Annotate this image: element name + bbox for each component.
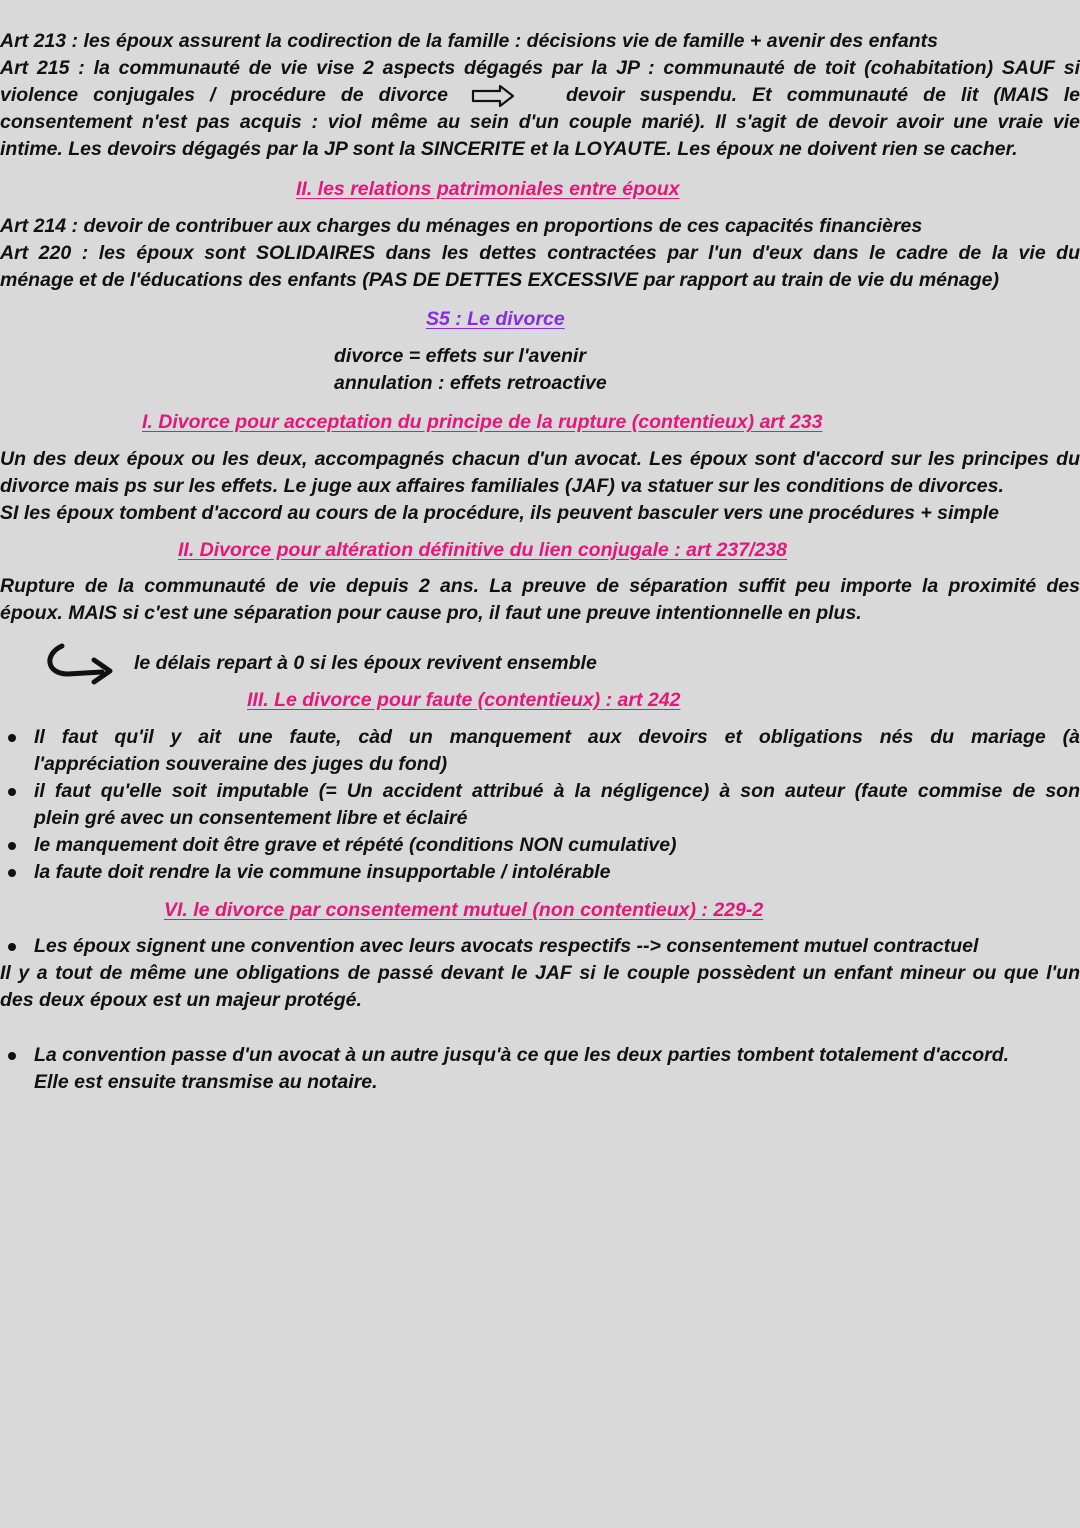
section4-bullet-1: Les époux signent une convention avec leurs avocats respectifs --> consentement mutuel contractuel	[34, 935, 979, 957]
section3-bullet-2-line-2: plein gré avec un consentement libre et éclairé	[34, 807, 468, 829]
section1-line-3: SI les époux tombent d'accord au cours de la procédure, ils peuvent basculer vers une procédures + simple	[0, 502, 999, 524]
section1-line-1: Un des deux époux ou les deux, accompagnés chacun d'un avocat. Les époux sont d'accord sur les principes du	[0, 448, 1080, 470]
art214-line: Art 214 : devoir de contribuer aux charges du ménages en proportions de ces capacités financières	[0, 215, 923, 237]
section3-bullet-1-line-2: l'appréciation souveraine des juges du fond)	[34, 753, 448, 775]
art215-line-1: Art 215 : la communauté de vie vise 2 aspects dégagés par la JP : communauté de toit (cohabitation) SAUF si	[0, 57, 1080, 79]
art215-line-4: intime. Les devoirs dégagés par la JP sont la SINCERITE et la LOYAUTE. Les époux ne doivent rien se cacher.	[0, 138, 1018, 160]
bullet-icon	[8, 1052, 16, 1060]
section3-bullet-3: le manquement doit être grave et répété (conditions NON cumulative)	[34, 834, 677, 856]
art215-line-2b: devoir suspendu. Et communauté de lit (MAIS le	[566, 84, 1080, 106]
bullet-icon	[8, 943, 16, 951]
document-page: Art 213 : les époux assurent la codirection de la famille : décisions vie de famille + avenir des enfants Art 215 : la communauté de vie vise 2 aspects dégagés par la JP : communauté de toit (cohabitation) SAUF si violence conjugales / procédure de divorce devoir suspendu. Et communauté de lit (MAIS le consentement n'est pas acquis : viol même au sein d'un couple marié). Il s'agit de devoir avoir une vraie vie intime. Les devoirs dégagés par la JP sont la SINCERITE et la LOYAUTE. Les époux ne doivent rien se cacher. II. les relations patrimoniales entre époux Art 214 : devoir de contribuer aux charges du ménages en proportions de ces capacités financières Art 220 : les époux sont SOLIDAIRES dans les dettes contractées par l'un d'eux dans le cadre de la vie du ménage et de l'éducations des enfants (PAS DE DETTES EXCESSIVE par rapport au train de vie du ménage) S5 : Le divorce divorce = effets sur l'avenir annulation : effets retroactive I. Divorce pour acceptation du principe de la rupture (contentieux) art 233 Un des deux époux ou les deux, accompagnés chacun d'un avocat. Les époux sont d'accord sur les principes du divorce mais ps sur les effets. Le juge aux affaires familiales (JAF) va statuer sur les conditions de divorces. SI les époux tombent d'accord au cours de la procédure, ils peuvent basculer vers une procédures + simple II. Divorce pour altération définitive du lien conjugale : art 237/238 Rupture de la communauté de vie depuis 2 ans. La preuve de séparation suffit peu importe la proximité des époux. MAIS si c'est une séparation pour cause pro, il faut une preuve intentionnelle en plus. le délais repart à 0 si les époux revivent ensemble III. Le divorce pour faute (contentieux) : art 242 Il faut qu'il y ait une faute, càd un manquement aux devoirs et obligations nés du mariage (à l'appréciation souveraine des juges du fond) il faut qu'elle soit imputable (= Un accident attribué à la négligence) à son auteur (faute commise de son plein gré avec un consentement libre et éclairé le manquement doit être grave et répété (conditions NON cumulative) la faute doit rendre la vie commune insupportable / intolérable VI. le divorce par consentement mutuel (non contentieux) : 229-2 Les époux signent une convention avec leurs avocats respectifs --> consentement mutuel contractuel Il y a tout de même une obligations de passé devant le JAF si le couple possèdent un enfant mineur ou que l'un des deux époux est un majeur protégé. La convention passe d'un avocat à un autre jusqu'à ce que les deux parties tombent totalement d'accord. Elle est ensuite transmise au notaire.	[0, 0, 1080, 1528]
section3-bullet-2-line-1: il faut qu'elle soit imputable (= Un accident attribué à la négligence) à son auteur (faute commise de son	[34, 780, 1080, 802]
art215-line-3: consentement n'est pas acquis : viol même au sein d'un couple marié). Il s'agit de devoir avoir une vraie vie	[0, 111, 1080, 133]
section4-para-line-2: des deux époux est un majeur protégé.	[0, 989, 362, 1011]
section4-para-line-1: Il y a tout de même une obligations de passé devant le JAF si le couple possèdent un enfant mineur ou que l'un	[0, 962, 1080, 984]
section2-line-1: Rupture de la communauté de vie depuis 2 ans. La preuve de séparation suffit peu importe la proximité des	[0, 575, 1080, 597]
section1-line-2: divorce mais ps sur les effets. Le juge aux affaires familiales (JAF) va statuer sur les conditions de divorces.	[0, 475, 1004, 497]
art213-line: Art 213 : les époux assurent la codirection de la famille : décisions vie de famille + avenir des enfants	[0, 30, 938, 52]
section2-line-2: époux. MAIS si c'est une séparation pour cause pro, il faut une preuve intentionnelle en plus.	[0, 602, 862, 624]
bullet-icon	[8, 869, 16, 877]
art220-line-2: ménage et de l'éducations des enfants (PAS DE DETTES EXCESSIVE par rapport au train de vie du ménage)	[0, 269, 1000, 291]
bullet-icon	[8, 734, 16, 742]
right-arrow-icon	[470, 84, 516, 108]
bullet-icon	[8, 788, 16, 796]
curved-arrow-icon	[40, 638, 120, 688]
section4-bullet-2-line-1: La convention passe d'un avocat à un autre jusqu'à ce que les deux parties tombent totalement d'accord.	[34, 1044, 1010, 1066]
section3-bullet-1-line-1: Il faut qu'il y ait une faute, càd un manquement aux devoirs et obligations nés du mariage (à	[34, 726, 1080, 748]
bullet-icon	[8, 842, 16, 850]
art215-line-2a: violence conjugales / procédure de divorce	[0, 84, 448, 106]
section3-bullet-4: la faute doit rendre la vie commune insupportable / intolérable	[34, 861, 611, 883]
section4-bullet-2-line-2: Elle est ensuite transmise au notaire.	[34, 1071, 378, 1093]
art220-line-1: Art 220 : les époux sont SOLIDAIRES dans les dettes contractées par l'un d'eux dans le cadre de la vie du	[0, 242, 1080, 264]
